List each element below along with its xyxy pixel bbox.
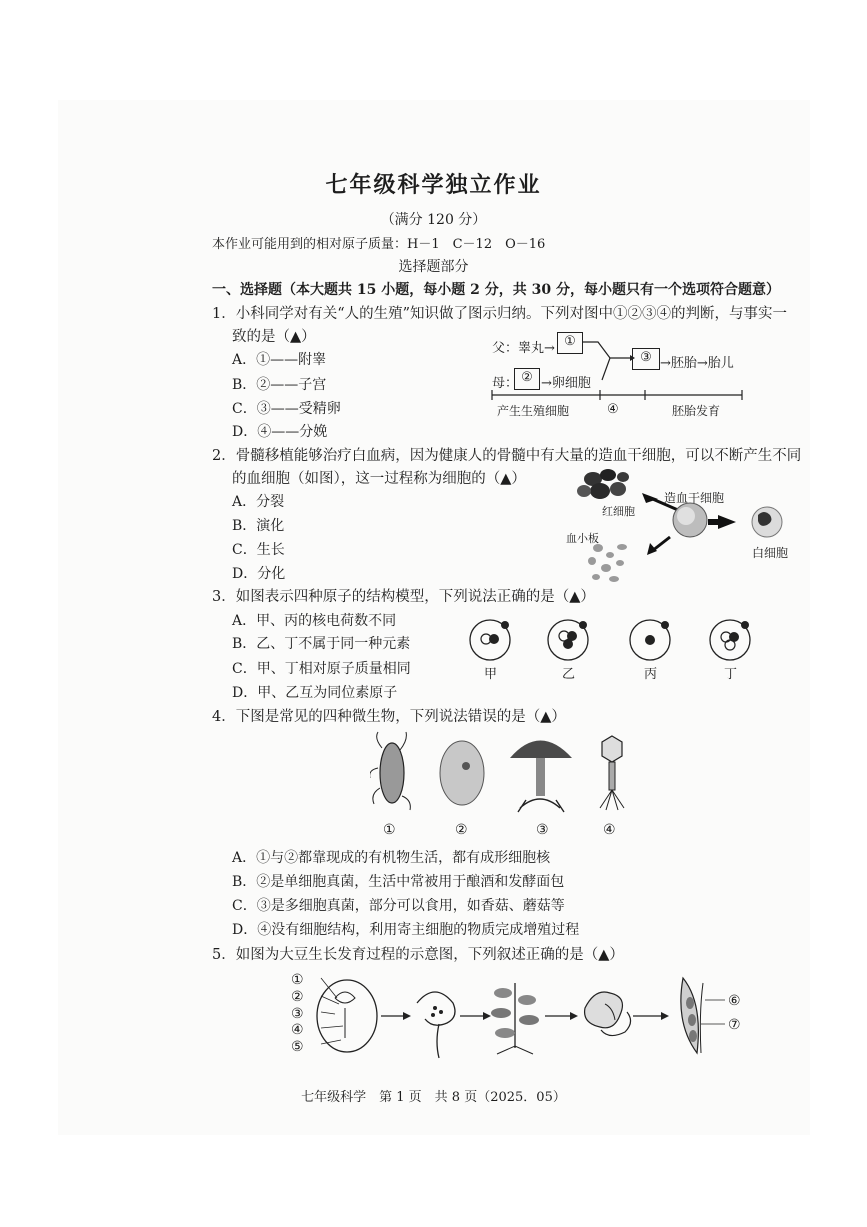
q1-option-c[interactable]: C．③——受精卵	[232, 401, 341, 417]
microbe-label-1: ①	[383, 822, 396, 838]
microbe-label-4: ④	[603, 822, 616, 838]
mother-label: 母：	[492, 376, 519, 391]
platelet-label: 血小板	[566, 532, 599, 545]
pod-label-6: ⑥	[728, 993, 741, 1009]
q3-option-c[interactable]: C．甲、丁相对原子质量相同	[232, 661, 411, 677]
part-instructions: 一、选择题（本大题共 15 小题，每小题 2 分，共 30 分，每小题只有一个选项符合题意）	[212, 282, 780, 298]
box-3: ③	[632, 348, 660, 370]
red-cell-label: 红细胞	[602, 505, 635, 518]
q2-option-c[interactable]: C．生长	[232, 542, 285, 558]
q4-option-b[interactable]: B．②是单细胞真菌，生活中常被用于酿酒和发酵面包	[232, 874, 565, 890]
bacterium-icon	[370, 732, 410, 810]
page-footer: 七年级科学 第 1 页 共 8 页（2025．05）	[301, 1090, 566, 1105]
virus-icon	[600, 736, 624, 810]
red-blood-cells	[577, 469, 629, 499]
q1-stem-cont: 致的是（▲）	[232, 329, 316, 345]
atom-label-jia: 甲	[484, 667, 498, 682]
score-note: （满分 120 分）	[380, 212, 487, 228]
mushroom-icon	[510, 741, 572, 813]
seed-label-5: ⑤	[291, 1039, 304, 1055]
seed-label-3: ③	[291, 1006, 304, 1022]
q4-stem: 4．下图是常见的四种微生物，下列说法错误的是（▲）	[212, 709, 566, 725]
q1-stem: 1．小科同学对有关“人的生殖”知识做了图示归纳。下列对图中①②③④的判断，与事实一	[212, 306, 788, 322]
seed-label-2: ②	[291, 989, 304, 1005]
pod-icon	[681, 978, 725, 1053]
pod-label-7: ⑦	[728, 1017, 741, 1033]
q1-option-a[interactable]: A．①——附睾	[232, 352, 327, 368]
q3-stem: 3．如图表示四种原子的结构模型，下列说法正确的是（▲）	[212, 589, 595, 605]
q2-option-d[interactable]: D．分化	[232, 566, 286, 582]
stage-label-3: 胚胎发育	[672, 404, 721, 418]
seed-icon	[317, 978, 377, 1052]
atom-jia	[470, 620, 510, 660]
q3-option-a[interactable]: A．甲、丙的核电荷数不同	[232, 613, 397, 629]
q3-option-b[interactable]: B．乙、丁不属于同一种元素	[232, 636, 411, 652]
box-1: ①	[557, 332, 583, 354]
atom-models	[465, 615, 765, 670]
box-2: ②	[514, 368, 540, 390]
stage-label-2: ④	[607, 402, 619, 417]
atom-ding	[710, 620, 750, 660]
q4-option-c[interactable]: C．③是多细胞真菌，部分可以食用，如香菇、蘑菇等	[232, 898, 565, 914]
q4-option-a[interactable]: A．①与②都靠现成的有机物生活，都有成形细胞核	[232, 850, 551, 866]
seed-label-4: ④	[291, 1022, 304, 1038]
flower-icon	[585, 992, 631, 1036]
father-label: 父：睾丸→	[492, 341, 555, 356]
q2-option-b[interactable]: B．演化	[232, 518, 285, 534]
section-title: 选择题部分	[398, 259, 469, 275]
atom-bing	[630, 620, 670, 660]
atom-label-bing: 丙	[644, 667, 658, 682]
microbe-images	[370, 728, 640, 818]
page-title: 七年级科学独立作业	[325, 172, 542, 198]
stem-cell	[673, 503, 707, 537]
plant-icon	[491, 983, 539, 1054]
microbe-label-3: ③	[536, 822, 549, 838]
stage-label-1: 产生生殖细胞	[497, 404, 570, 418]
white-blood-cell	[752, 507, 782, 537]
atomic-mass-note: 本作业可能用到的相对原子质量：H－1 C－12 O－16	[212, 237, 546, 252]
diagram-lines	[480, 330, 780, 410]
q3-option-d[interactable]: D．甲、乙互为同位素原子	[232, 685, 398, 701]
q2-stem: 2．骨髓移植能够治疗白血病，因为健康人的骨髓中有大量的造血干细胞，可以不断产生不同	[212, 448, 802, 464]
ovum-label: →卵细胞	[541, 376, 591, 391]
soybean-lifecycle-diagram	[305, 968, 730, 1063]
sprout-icon	[417, 992, 455, 1058]
yeast-icon	[440, 741, 484, 805]
atom-label-ding: 丁	[724, 667, 738, 682]
white-cell-label: 白细胞	[752, 546, 789, 560]
microbe-label-2: ②	[455, 822, 468, 838]
q2-option-a[interactable]: A．分裂	[232, 494, 285, 510]
atom-label-yi: 乙	[562, 667, 576, 682]
atom-yi	[548, 620, 588, 660]
q5-stem: 5．如图为大豆生长发育过程的示意图，下列叙述正确的是（▲）	[212, 947, 624, 963]
seed-label-1: ①	[291, 972, 304, 988]
q1-option-b[interactable]: B．②——子宫	[232, 377, 327, 393]
embryo-label: →胚胎→胎儿	[660, 356, 734, 371]
q1-option-d[interactable]: D．④——分娩	[232, 424, 328, 440]
platelets	[588, 544, 627, 582]
q4-option-d[interactable]: D．④没有细胞结构，利用寄主细胞的物质完成增殖过程	[232, 922, 580, 938]
q2-stem-cont: 的血细胞（如图），这一过程称为细胞的（▲）	[232, 471, 526, 487]
stem-cell-label: 造血干细胞	[664, 491, 725, 505]
